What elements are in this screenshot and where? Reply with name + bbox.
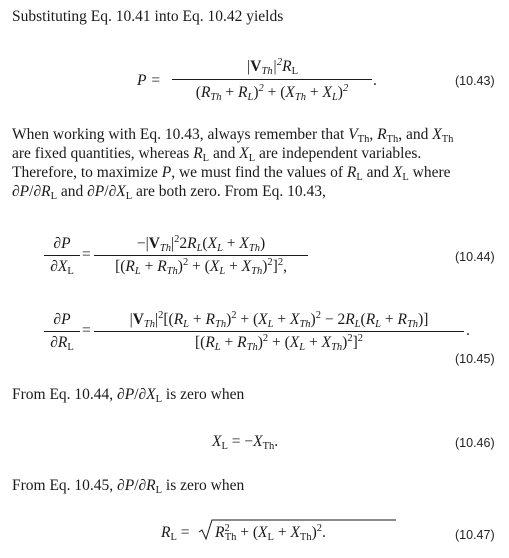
from-eq-10-44-text: From Eq. 10.44, $\partial P/\partial X_L$ is zero when [12, 386, 245, 405]
eq-10-46-number: (10.46) [455, 436, 495, 450]
eq-10-44-fraction-bar [94, 255, 308, 256]
eq-10-43-lhs: P = [137, 72, 161, 89]
eq-10-45-fraction-bar [94, 331, 464, 332]
eq-10-45-equals: = [82, 322, 91, 339]
eq-10-45-number: (10.45) [455, 352, 495, 366]
eq-10-45-numerator: $|V_{Th}|^2[(R_L + R_{Th})^2 + (X_L + X_{Th})^2 - 2R_L(R_L + R_{Th})]$ [129, 310, 429, 330]
eq-10-44-numerator: $-|V_{Th}|^22R_L(X_L + X_{Th})$ [136, 234, 266, 254]
eq-10-44-lhs-bar [44, 255, 80, 256]
from-eq-10-45-text: From Eq. 10.45, $\partial P/\partial R_L$ is zero when [12, 477, 245, 496]
paragraph-line-4: $\partial P/\partial R_L$ and $\partial P/\partial X_L$ are both zero. From Eq. 10.43, [12, 183, 326, 202]
eq-10-45-denominator: $[(R_L + R_{Th})^2 + (X_L + X_{Th})^2]^2$ [195, 333, 363, 353]
eq-10-44-lhs-numerator: ∂P [53, 235, 71, 252]
eq-10-44-lhs-denominator: $\partial X_L$ [50, 258, 74, 277]
eq-10-45-lhs-numerator: ∂P [53, 311, 71, 328]
eq-10-47-radicand: $R^2_{Th} + (X_L + X_{Th})^2$. [215, 523, 326, 543]
eq-10-47-number: (10.47) [455, 528, 495, 542]
paragraph-line-3: Therefore, to maximize P, we must find the values of $R_L$ and $X_L$ where [12, 164, 451, 183]
eq-10-43-number: (10.43) [455, 74, 495, 88]
paragraph-line-1: When working with Eq. 10.43, always remember that $V_{Th}$, $R_{Th}$, and $X_{Th}$ [12, 126, 454, 145]
eq-10-44-equals: = [82, 246, 91, 263]
eq-10-44-denominator: $[(R_L + R_{Th})^2 + (X_L + X_{Th})^2]^2$, [115, 257, 287, 277]
eq-10-45-period: . [466, 322, 470, 339]
paragraph-line-2: are fixed quantities, whereas $R_L$ and $X_L$ are independent variables. [12, 145, 422, 164]
eq-10-47-lhs: $R_L$ = [161, 524, 190, 543]
eq-10-43-numerator: $|V_{Th}|^2R_L$ [246, 57, 298, 77]
eq-10-45-lhs-denominator: $\partial R_L$ [50, 334, 74, 353]
eq-10-43-denominator: $(R_{Th} + R_L)^2 + (X_{Th} + X_L)^2$ [195, 83, 349, 103]
intro-text: Substituting Eq. 10.41 into Eq. 10.42 yields [12, 8, 284, 25]
eq-10-43-fraction-bar [172, 79, 372, 80]
eq-10-45-lhs-bar [44, 331, 80, 332]
eq-10-46-expr: $X_L = -X_{Th}$. [212, 433, 279, 452]
eq-10-43-period: . [373, 72, 377, 89]
eq-10-44-number: (10.44) [455, 250, 495, 264]
